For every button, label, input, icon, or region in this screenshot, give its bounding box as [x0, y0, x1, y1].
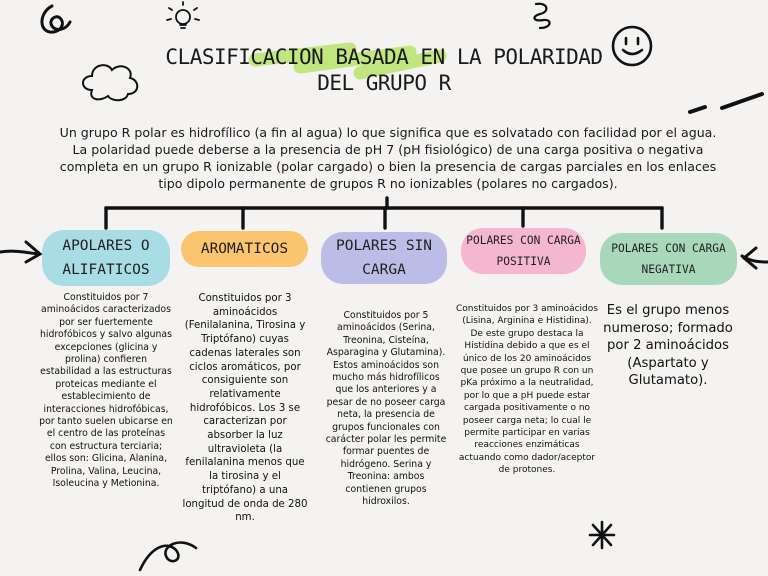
description-aromaticos: Constituidos por 3 aminoácidos (Fenilalanina, Tirosina y Triptófano) cuyas cadenas laterales son ciclos aromáticos, por consiguiente son relativamente hidrofóbicos. Los 3 se caracterizan por absorber la luz ultravioleta (la fenilalanina menos que la tirosina y el triptófano) a una longitud de onda de 280 nm. — [182, 293, 308, 524]
arrow-left-icon — [0, 242, 40, 262]
description-apolares: Constituidos por 7 aminoácidos caracterizados por ser fuertemente hidrofóbicos y salvo algunas excepciones (glicina y prolina) confieren estabilidad a las estructuras proteicas mediante el establecimiento de interacciones hidrofóbicas, por tanto suelen ubicarse en el centro de las proteínas con estructura terciaria; ellos son: Glicina, Alanina, Prolina, Valina, Leucina, Isoleucina y Metionina. — [39, 292, 173, 490]
description-carga-positiva: Constituidos por 3 aminoácidos (Lisina, Arginina e Histidina). De este grupo destaca la Histidina debido a que es el único de los 20 aminoácidos que posee un grupo R con un pKa próximo a la neutralidad, por lo que a pH puede estar cargada positivamente o no poseer carga neta; lo cual le permite participar en varias reacciones enzimáticas actuando como dador/aceptor de protones. — [456, 304, 598, 476]
title-line-1: CLASIFICACION BASADA EN LA POLARIDAD — [165, 45, 603, 69]
intro-paragraph: Un grupo R polar es hidrofílico (a fin al agua) lo que significa que es solvatado con facilidad por el agua. La polaridad puede deberse a la presencia de pH 7 (pH fisiológico) de una carga positiva o negativa completa en un grupo R ionizable (polar cargado) o bien la presencia de cargas parciales en los enlaces tipo dipolo permanente de grupos R no ionizables (polares no cargados). — [59, 125, 717, 191]
category-pill-polares-sin-carga — [321, 232, 447, 284]
category-label: POLARES CON CARGA NEGATIVA — [611, 242, 726, 276]
slash-doodle — [690, 94, 762, 112]
squiggle-doodle — [534, 4, 549, 28]
category-pill-carga-negativa — [600, 233, 737, 285]
page-title — [120, 44, 648, 96]
category-label: POLARES CON CARGA POSITIVA — [466, 234, 581, 268]
title-line-2: DEL GRUPO R — [317, 71, 451, 95]
description-polares-sin-carga: Constituidos por 5 aminoácidos (Serina, Treonina, Cisteína, Asparagina y Glutamina). Estos aminoácidos son mucho más hidrofílicos que los anteriores y a pesar de no poseer carga neta, la presencia de grupos funcionales con carácter polar les permite formar puentes de hidrógeno. Serina y Treonina: ambos contienen grupos hidroxilos. — [325, 310, 447, 508]
tree-connector — [106, 198, 662, 228]
loop-doodle — [140, 543, 196, 570]
arrow-right-icon — [742, 248, 768, 268]
category-pill-carga-positiva — [461, 228, 586, 274]
star-icon — [590, 522, 614, 548]
category-pill-apolares — [42, 230, 170, 286]
category-pill-aromaticos — [181, 231, 308, 267]
category-label: APOLARES O ALIFATICOS — [62, 238, 150, 278]
category-label: POLARES SIN CARGA — [335, 238, 433, 278]
swirl-doodle — [42, 6, 70, 32]
lightbulb-icon — [167, 2, 199, 28]
category-label: AROMATICOS — [200, 241, 289, 257]
description-carga-negativa: Es el grupo menos numeroso; formado por 2 aminoácidos (Aspartato y Glutamato). — [603, 303, 733, 389]
